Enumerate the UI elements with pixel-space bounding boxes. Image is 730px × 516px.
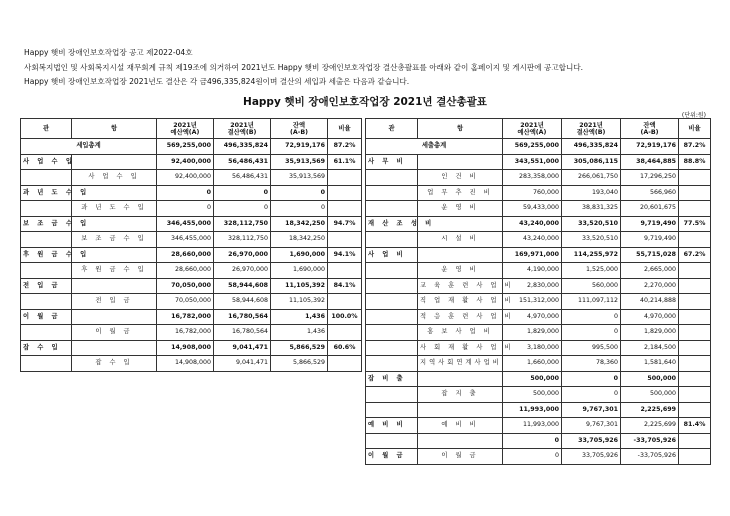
row-settlement: 56,486,431 [214, 170, 271, 186]
row-budget: 0 [157, 185, 214, 201]
row-diff: -33,705,926 [621, 433, 679, 449]
table-row [366, 278, 711, 294]
row-budget: 151,312,000 [503, 294, 562, 310]
row-ratio: 94.1% [328, 247, 362, 263]
total-ratio: 87.2% [679, 139, 711, 155]
row-diff: 566,960 [621, 185, 679, 201]
header-ratio: 비율 [328, 119, 362, 139]
row-ratio [679, 356, 711, 372]
row-ratio [679, 387, 711, 403]
row-settlement: 0 [562, 387, 621, 403]
row-hang [418, 247, 503, 263]
row-hang: 업 무 추 진 비 [418, 185, 503, 201]
row-settlement: 0 [562, 371, 621, 387]
total-diff: 72,919,176 [621, 139, 679, 155]
row-ratio: 94.7% [328, 216, 362, 232]
table-row [366, 201, 711, 217]
table-row [366, 216, 711, 232]
row-gwan [21, 170, 72, 186]
row-budget: 343,551,000 [503, 154, 562, 170]
row-budget: 14,908,000 [157, 356, 214, 372]
row-ratio [328, 263, 362, 279]
row-gwan: 예 비 비 [366, 418, 418, 434]
row-diff: 2,665,000 [621, 263, 679, 279]
row-hang: 과 년 도 수 입 [72, 201, 157, 217]
row-settlement: 38,831,325 [562, 201, 621, 217]
row-budget: 14,908,000 [157, 340, 214, 356]
table-row [21, 232, 362, 248]
row-diff: 500,000 [621, 371, 679, 387]
table-row [366, 387, 711, 403]
row-ratio [679, 278, 711, 294]
row-gwan [366, 325, 418, 341]
header-gwan: 관 [366, 119, 418, 139]
row-diff: 5,866,529 [271, 340, 328, 356]
row-diff: 40,214,888 [621, 294, 679, 310]
table-row [366, 449, 711, 465]
row-gwan [21, 263, 72, 279]
header-settlement: 2021년 결산액(B) [562, 119, 621, 139]
row-budget: 16,782,000 [157, 309, 214, 325]
row-gwan [366, 433, 418, 449]
row-budget: 11,993,000 [503, 402, 562, 418]
row-budget: 283,358,000 [503, 170, 562, 186]
table-row [366, 402, 711, 418]
row-diff: 1,690,000 [271, 247, 328, 263]
expenditure-table [365, 118, 711, 465]
row-hang [72, 278, 157, 294]
total-settlement: 496,335,824 [214, 139, 271, 155]
row-diff: 2,225,699 [621, 402, 679, 418]
row-ratio [679, 371, 711, 387]
row-gwan [366, 387, 418, 403]
header-ratio: 비율 [679, 119, 711, 139]
row-settlement: 560,000 [562, 278, 621, 294]
table-row [21, 263, 362, 279]
row-gwan [366, 309, 418, 325]
row-hang: 이 월 금 [72, 325, 157, 341]
row-diff: 9,719,490 [621, 232, 679, 248]
row-diff: 1,690,000 [271, 263, 328, 279]
row-diff: 4,970,000 [621, 309, 679, 325]
row-ratio: 77.5% [679, 216, 711, 232]
table-row [21, 170, 362, 186]
row-diff: 11,105,392 [271, 278, 328, 294]
row-ratio: 100.0% [328, 309, 362, 325]
header-budget: 2021년 예산액(A) [503, 119, 562, 139]
row-hang: 교 육 훈 련 사 업 비 [418, 278, 503, 294]
row-budget: 346,455,000 [157, 216, 214, 232]
row-settlement: 114,255,972 [562, 247, 621, 263]
total-label: 세출총계 [366, 139, 503, 155]
row-hang: 예 비 비 [418, 418, 503, 434]
row-hang: 직 업 재 활 사 업 비 [418, 294, 503, 310]
notice-line-1: Happy 햇비 장애인보호작업장 공고 제2022-04호 [24, 48, 193, 57]
row-gwan: 이 월 금 [21, 309, 72, 325]
row-settlement: 1,525,000 [562, 263, 621, 279]
row-ratio [679, 325, 711, 341]
table-row [366, 294, 711, 310]
row-settlement: 266,061,750 [562, 170, 621, 186]
table-row [21, 278, 362, 294]
row-hang [418, 433, 503, 449]
header-gwan: 관 [21, 119, 72, 139]
row-gwan [366, 294, 418, 310]
row-settlement: 111,097,112 [562, 294, 621, 310]
row-diff: 1,829,000 [621, 325, 679, 341]
row-settlement: 56,486,431 [214, 154, 271, 170]
row-gwan: 보 조 금 수 입 [21, 216, 72, 232]
header-budget: 2021년 예산액(A) [157, 119, 214, 139]
table-row [366, 325, 711, 341]
row-settlement: 0 [214, 185, 271, 201]
row-settlement: 0 [562, 309, 621, 325]
row-hang [418, 402, 503, 418]
row-diff: 5,866,529 [271, 356, 328, 372]
row-hang [72, 154, 157, 170]
row-ratio: 84.1% [328, 278, 362, 294]
table-row [21, 216, 362, 232]
row-diff: 1,436 [271, 309, 328, 325]
row-budget: 16,782,000 [157, 325, 214, 341]
header-settlement: 2021년 결산액(B) [214, 119, 271, 139]
total-label: 세입총계 [21, 139, 157, 155]
row-ratio: 60.6% [328, 340, 362, 356]
page-title: Happy 햇비 장애인보호작업장 2021년 결산총괄표 [243, 96, 487, 108]
row-hang: 전 입 금 [72, 294, 157, 310]
row-settlement: 0 [562, 325, 621, 341]
row-ratio [328, 325, 362, 341]
row-hang: 보 조 금 수 입 [72, 232, 157, 248]
notice-line-2: 사회복지법인 및 사회복지시설 재무회계 규칙 제19조에 의거하여 2021년도 Happy 햇비 장애인보호작업장 결산총괄표를 아래와 같이 홈페이지 및 게시판에 공고합니다. [24, 63, 584, 72]
table-row [366, 371, 711, 387]
row-budget: 0 [503, 449, 562, 465]
row-settlement: 33,705,926 [562, 449, 621, 465]
row-settlement: 0 [214, 201, 271, 217]
row-budget: 2,830,000 [503, 278, 562, 294]
row-settlement: 58,944,608 [214, 278, 271, 294]
unit-label: (단위:원) [681, 112, 706, 119]
row-diff: 35,913,569 [271, 170, 328, 186]
row-ratio: 61.1% [328, 154, 362, 170]
row-budget: 11,993,000 [503, 418, 562, 434]
table-row [366, 247, 711, 263]
table-row [366, 433, 711, 449]
row-gwan [21, 356, 72, 372]
table-row [366, 340, 711, 356]
row-settlement: 305,086,115 [562, 154, 621, 170]
row-gwan: 후 원 금 수 입 [21, 247, 72, 263]
row-ratio [679, 232, 711, 248]
row-diff: -33,705,926 [621, 449, 679, 465]
row-diff: 1,436 [271, 325, 328, 341]
row-ratio: 88.8% [679, 154, 711, 170]
row-settlement: 193,040 [562, 185, 621, 201]
row-budget: 0 [503, 433, 562, 449]
header-row [21, 119, 362, 139]
row-diff: 0 [271, 201, 328, 217]
row-budget: 500,000 [503, 371, 562, 387]
total-budget: 569,255,000 [503, 139, 562, 155]
table-row [21, 185, 362, 201]
row-diff: 0 [271, 185, 328, 201]
row-diff: 20,601,675 [621, 201, 679, 217]
row-ratio [679, 263, 711, 279]
row-gwan [366, 402, 418, 418]
row-diff: 17,296,250 [621, 170, 679, 186]
table-row [366, 356, 711, 372]
row-settlement: 26,970,000 [214, 247, 271, 263]
row-ratio: 81.4% [679, 418, 711, 434]
row-budget: 346,455,000 [157, 232, 214, 248]
row-gwan [21, 201, 72, 217]
total-ratio: 87.2% [328, 139, 362, 155]
row-diff: 35,913,569 [271, 154, 328, 170]
row-gwan: 이 월 금 [366, 449, 418, 465]
row-ratio [328, 294, 362, 310]
row-hang: 잡 수 입 [72, 356, 157, 372]
row-gwan: 잡 수 입 [21, 340, 72, 356]
table-row [21, 294, 362, 310]
total-budget: 569,255,000 [157, 139, 214, 155]
row-settlement: 78,360 [562, 356, 621, 372]
row-gwan [21, 232, 72, 248]
table-row [366, 232, 711, 248]
row-diff: 38,464,885 [621, 154, 679, 170]
row-ratio [679, 185, 711, 201]
row-settlement: 33,520,510 [562, 216, 621, 232]
row-settlement: 58,944,608 [214, 294, 271, 310]
row-budget: 43,240,000 [503, 232, 562, 248]
row-diff: 11,105,392 [271, 294, 328, 310]
row-gwan: 과 년 도 수 입 [21, 185, 72, 201]
row-ratio [328, 356, 362, 372]
table-row [21, 340, 362, 356]
row-hang: 운 영 비 [418, 263, 503, 279]
row-settlement: 328,112,750 [214, 216, 271, 232]
header-hang: 항 [72, 119, 157, 139]
header-row [366, 119, 711, 139]
row-gwan [366, 356, 418, 372]
row-budget: 28,660,000 [157, 263, 214, 279]
row-gwan: 전 입 금 [21, 278, 72, 294]
row-gwan [21, 294, 72, 310]
row-gwan [366, 263, 418, 279]
row-budget: 760,000 [503, 185, 562, 201]
header-hang: 항 [418, 119, 503, 139]
row-diff: 2,184,500 [621, 340, 679, 356]
row-hang [418, 371, 503, 387]
header-diff: 잔액 (A-B) [621, 119, 679, 139]
table-row [366, 263, 711, 279]
row-ratio [679, 433, 711, 449]
total-settlement: 496,335,824 [562, 139, 621, 155]
row-gwan: 잡 비 출 [366, 371, 418, 387]
row-hang: 지역사회연계사업비 [418, 356, 503, 372]
row-ratio [328, 201, 362, 217]
row-hang: 시 설 비 [418, 232, 503, 248]
row-settlement: 9,041,471 [214, 356, 271, 372]
row-gwan [366, 170, 418, 186]
total-row [21, 139, 362, 155]
table-row [21, 154, 362, 170]
row-hang: 홍 보 사 업 비 [418, 325, 503, 341]
row-hang: 후 원 금 수 입 [72, 263, 157, 279]
row-gwan: 사 업 비 [366, 247, 418, 263]
row-budget: 92,400,000 [157, 154, 214, 170]
row-gwan [366, 201, 418, 217]
table-row [366, 185, 711, 201]
row-ratio: 67.2% [679, 247, 711, 263]
row-settlement: 33,520,510 [562, 232, 621, 248]
row-diff: 2,270,000 [621, 278, 679, 294]
row-settlement: 26,970,000 [214, 263, 271, 279]
table-row [21, 356, 362, 372]
row-budget: 169,971,000 [503, 247, 562, 263]
row-budget: 0 [157, 201, 214, 217]
row-settlement: 9,767,301 [562, 402, 621, 418]
row-budget: 4,970,000 [503, 309, 562, 325]
row-settlement: 328,112,750 [214, 232, 271, 248]
table-row [21, 201, 362, 217]
row-budget: 28,660,000 [157, 247, 214, 263]
row-budget: 92,400,000 [157, 170, 214, 186]
row-gwan [366, 278, 418, 294]
row-diff: 500,000 [621, 387, 679, 403]
table-row [366, 154, 711, 170]
table-row [366, 170, 711, 186]
row-diff: 9,719,490 [621, 216, 679, 232]
row-hang [418, 154, 503, 170]
row-gwan: 재 산 조 성 비 [366, 216, 418, 232]
row-budget: 70,050,000 [157, 278, 214, 294]
table-row [21, 309, 362, 325]
row-hang: 잡 지 출 [418, 387, 503, 403]
row-hang [72, 340, 157, 356]
row-diff: 18,342,250 [271, 216, 328, 232]
row-ratio [679, 340, 711, 356]
row-budget: 70,050,000 [157, 294, 214, 310]
row-ratio [679, 402, 711, 418]
row-gwan [366, 185, 418, 201]
row-ratio [328, 232, 362, 248]
row-settlement: 9,767,301 [562, 418, 621, 434]
row-budget: 500,000 [503, 387, 562, 403]
table-row [366, 418, 711, 434]
row-budget: 3,180,000 [503, 340, 562, 356]
row-settlement: 16,780,564 [214, 325, 271, 341]
row-settlement: 995,500 [562, 340, 621, 356]
row-settlement: 9,041,471 [214, 340, 271, 356]
row-hang: 이 월 금 [418, 449, 503, 465]
row-ratio [679, 294, 711, 310]
row-diff: 55,715,028 [621, 247, 679, 263]
row-hang: 사 업 수 입 [72, 170, 157, 186]
row-hang: 사 회 재 활 사 업 비 [418, 340, 503, 356]
total-diff: 72,919,176 [271, 139, 328, 155]
row-budget: 1,660,000 [503, 356, 562, 372]
table-row [21, 247, 362, 263]
table-row [366, 309, 711, 325]
row-settlement: 33,705,926 [562, 433, 621, 449]
row-budget: 1,829,000 [503, 325, 562, 341]
notice-line-3: Happy 햇비 장애인보호작업장 2021년도 결산은 각 금496,335,824원이며 결산의 세입과 세출은 다음과 같습니다. [24, 77, 410, 86]
row-diff: 18,342,250 [271, 232, 328, 248]
row-hang: 인 건 비 [418, 170, 503, 186]
row-ratio [679, 201, 711, 217]
revenue-table [20, 118, 362, 372]
row-budget: 59,433,000 [503, 201, 562, 217]
row-ratio [679, 170, 711, 186]
row-diff: 1,581,640 [621, 356, 679, 372]
row-ratio [328, 185, 362, 201]
row-budget: 4,190,000 [503, 263, 562, 279]
row-gwan: 사 업 수 입 [21, 154, 72, 170]
row-ratio [679, 449, 711, 465]
row-ratio [679, 309, 711, 325]
row-diff: 2,225,699 [621, 418, 679, 434]
row-settlement: 16,780,564 [214, 309, 271, 325]
row-gwan [21, 325, 72, 341]
row-hang: 운 영 비 [418, 201, 503, 217]
row-gwan [366, 340, 418, 356]
row-hang: 적 응 훈 련 사 업 비 [418, 309, 503, 325]
total-row [366, 139, 711, 155]
row-ratio [328, 170, 362, 186]
row-gwan [366, 232, 418, 248]
row-budget: 43,240,000 [503, 216, 562, 232]
row-hang [72, 309, 157, 325]
row-gwan: 사 무 비 [366, 154, 418, 170]
header-diff: 잔액 (A-B) [271, 119, 328, 139]
table-row [21, 325, 362, 341]
